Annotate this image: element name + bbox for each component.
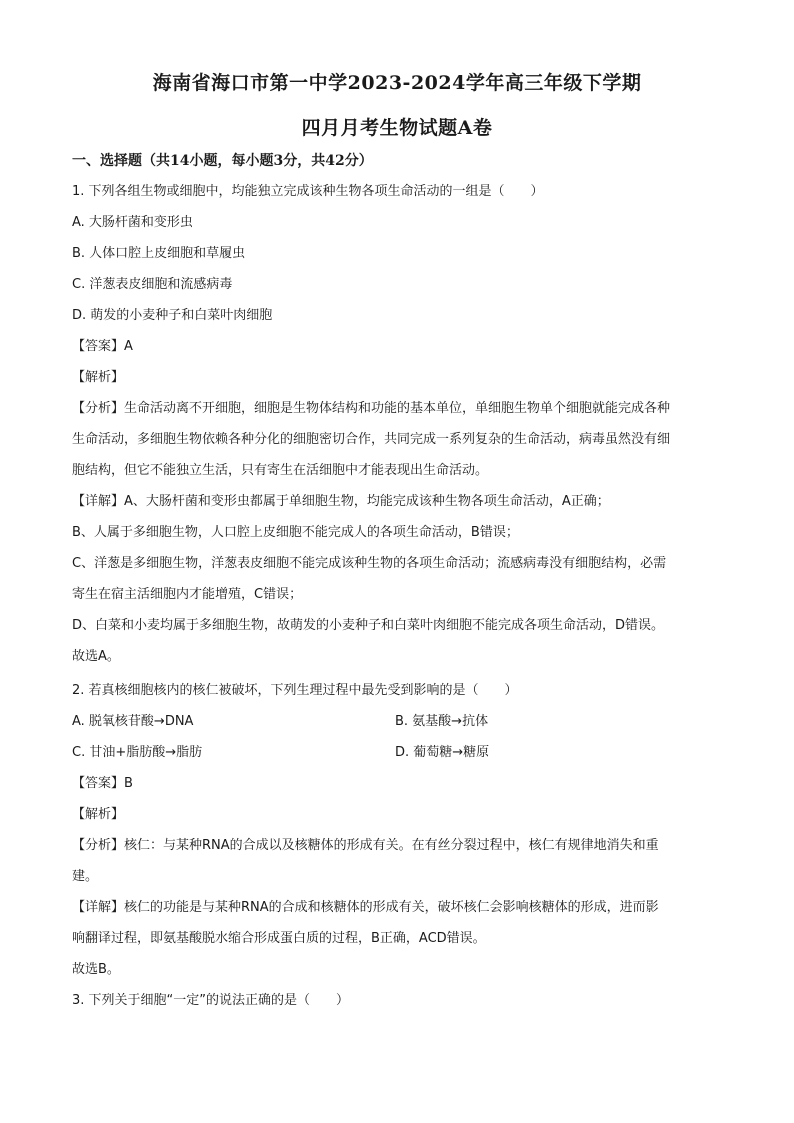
detail-line: 【详解】A、大肠杆菌和变形虫都属于单细胞生物，均能完成该种生物各项生命活动，A正确； [72,494,610,509]
option-d: D. 萌发的小麦种子和白菜叶肉细胞 [72,308,273,323]
detail-line: 寄生在宿主活细胞内才能增殖，C错误； [72,587,303,602]
question-stem: 1. 下列各组生物或细胞中，均能独立完成该种生物各项生命活动的一组是（ ） [72,184,544,199]
analysis-line: 【分析】生命活动离不开细胞，细胞是生物体结构和功能的基本单位，单细胞生物单个细胞就能完成各种 [72,401,671,416]
section-heading: 一、选择题（共14小题，每小题3分，共42分） [72,153,373,169]
analysis-line: 胞结构，但它不能独立生活，只有寄生在活细胞中才能表现出生命活动。 [72,463,489,478]
analysis-line: 生命活动，多细胞生物依赖各种分化的细胞密切合作，共同完成一系列复杂的生命活动，病毒虽然没有细 [72,432,671,447]
options-row [72,737,722,768]
detail-line: 响翻译过程，即氨基酸脱水缩合形成蛋白质的过程，B正确，ACD错误。 [72,931,486,946]
question-1 [72,176,722,672]
option-b: B. 氨基酸→抗体 [395,714,489,729]
detail-line: D、白菜和小麦均属于多细胞生物，故萌发的小麦种子和白菜叶肉细胞不能完成各项生命活动，D错误。 [72,618,665,633]
answer-line: 【答案】B [72,776,133,791]
question-stem: 3. 下列关于细胞“一定”的说法正确的是（ ） [72,993,350,1008]
conclusion-line: 故选A。 [72,649,120,664]
option-c: C. 洋葱表皮细胞和流感病毒 [72,277,233,292]
exam-title-line1: 海南省海口市第一中学2023-2024学年高三年级下学期 [152,72,642,94]
detail-line: B、人属于多细胞生物，人口腔上皮细胞不能完成人的各项生命活动，B错误； [72,525,519,540]
option-a: A. 脱氧核苷酸→DNA [72,714,194,729]
detail-line: C、洋葱是多细胞生物，洋葱表皮细胞不能完成该种生物的各项生命活动；流感病毒没有细胞结构，必需 [72,556,667,571]
option-c: C. 甘油+脂肪酸→脂肪 [72,745,203,760]
analysis-label: 【解析】 [72,370,125,385]
option-d: D. 葡萄糖→糖原 [395,745,490,760]
answer-line: 【答案】A [72,339,133,354]
option-b: B. 人体口腔上皮细胞和草履虫 [72,246,246,261]
detail-line: 【详解】核仁的功能是与某种RNA的合成和核糖体的形成有关，破坏核仁会影响核糖体的形成，进而影 [72,900,659,915]
question-2 [72,675,722,985]
option-a: A. 大肠杆菌和变形虫 [72,215,193,230]
analysis-line: 【分析】核仁：与某种RNA的合成以及核糖体的形成有关。在有丝分裂过程中，核仁有规律地消失和重 [72,838,659,853]
question-3 [72,985,722,1016]
analysis-label: 【解析】 [72,807,125,822]
conclusion-line: 故选B。 [72,962,120,977]
analysis-line: 建。 [72,869,99,884]
question-stem: 2. 若真核细胞核内的核仁被破坏，下列生理过程中最先受到影响的是（ ） [72,683,518,698]
exam-title-line2: 四月月考生物试题A卷 [301,117,493,139]
options-row [72,706,722,737]
